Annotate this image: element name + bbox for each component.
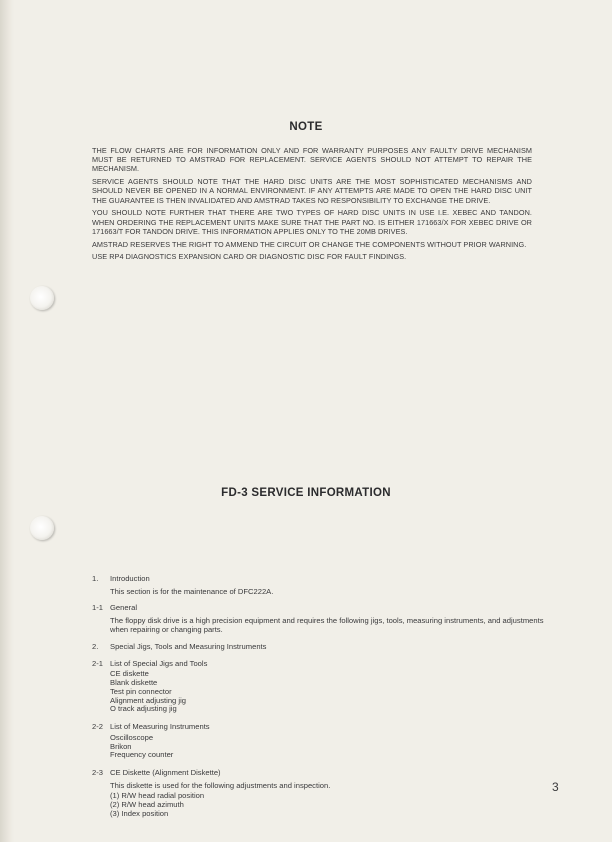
section-heading: List of Special Jigs and Tools — [110, 658, 208, 668]
service-sections — [92, 574, 552, 819]
section-heading: Special Jigs, Tools and Measuring Instruments — [110, 641, 267, 651]
section-heading: List of Measuring Instruments — [110, 722, 210, 732]
list-item: (1) R/W head radial position — [110, 791, 205, 801]
binder-hole-top — [30, 286, 54, 310]
section-body: This section is for the maintenance of DFC222A. — [110, 586, 274, 596]
section-number: 1. — [92, 574, 99, 583]
list-item: Alignment adjusting jig — [110, 695, 186, 705]
note-paragraph: AMSTRAD RESERVES THE RIGHT TO AMMEND THE CIRCUIT OR CHANGE THE COMPONENTS WITHOUT PRIOR WARNING. — [92, 239, 527, 249]
instrument-list — [110, 734, 552, 760]
list-item: O track adjusting jig — [110, 704, 177, 714]
page-number: 3 — [552, 780, 559, 794]
note-paragraph: USE RP4 DIAGNOSTICS EXPANSION CARD OR DIAGNOSTIC DISC FOR FAULT FINDINGS. — [92, 252, 407, 262]
list-item: Blank diskette — [110, 677, 158, 687]
list-item: Test pin connector — [110, 686, 172, 696]
note-paragraph: SERVICE AGENTS SHOULD NOTE THAT THE HARD DISC UNITS ARE THE MOST SOPHISTICATED MECHANISMS AND SHOULD NEVER BE OPENED IN A NORMAL ENVIRONMENT. IF ANY ATTEMPTS ARE MADE TO OPEN THE HARD DISC UNIT THE GUARANTEE IS THEN INVALIDATED AND AMSTRAD TAKES NO RESPONSIBILITY TO EXCHANGE THE DRIVE. — [92, 177, 532, 205]
section-body: This diskette is used for the following adjustments and inspection. — [110, 780, 331, 790]
section-body: The floppy disk drive is a high precision equipment and requires the following jigs, tools, measuring instruments, and adjustments when repairing or changing parts. — [110, 615, 544, 635]
section-heading: General — [110, 603, 138, 613]
section-number: 2-2 — [92, 722, 103, 732]
note-title: NOTE — [289, 121, 323, 133]
list-item: (2) R/W head azimuth — [110, 800, 184, 810]
section-number: 1-1 — [92, 603, 103, 613]
section-heading: CE Diskette (Alignment Diskette) — [110, 768, 221, 778]
section-1 — [92, 574, 552, 596]
list-item: (3) Index position — [110, 808, 169, 818]
jig-list — [110, 670, 552, 714]
binder-hole-bottom — [30, 516, 54, 540]
section-2-2 — [92, 722, 552, 760]
list-item: Brikon — [110, 741, 132, 751]
section-number: 2-1 — [92, 658, 103, 668]
service-title: FD-3 SERVICE INFORMATION — [221, 487, 391, 499]
section-number: 2. — [92, 641, 99, 651]
note-paragraph: YOU SHOULD NOTE FURTHER THAT THERE ARE TWO TYPES OF HARD DISC UNITS IN USE I.E. XEBEC AND TANDON. WHEN ORDERING THE REPLACEMENT UNITS MAKE SURE THAT THE PART NO. IS EITHER 171663/X FOR XEBEC DRIVE OR 171663/T FOR TANDON DRIVE. THIS INFORMATION APPLIES ONLY TO THE 20MB DRIVES. — [92, 208, 532, 236]
adjustment-list — [110, 792, 552, 818]
section-2-1 — [92, 659, 552, 715]
list-item: CE diskette — [110, 669, 149, 679]
list-item: Oscilloscope — [110, 732, 154, 742]
note-paragraph: THE FLOW CHARTS ARE FOR INFORMATION ONLY AND FOR WARRANTY PURPOSES ANY FAULTY DRIVE MECHANISM MUST BE RETURNED TO AMSTRAD FOR REPLACEMENT. SERVICE AGENTS SHOULD NOT ATTEMPT TO REPAIR THE MECHANISM. — [92, 146, 532, 174]
section-2 — [92, 642, 552, 652]
note-body — [92, 146, 532, 265]
section-heading: Introduction — [110, 574, 150, 583]
section-1-1 — [92, 603, 552, 635]
list-item: Frequency counter — [110, 750, 174, 760]
section-number: 2-3 — [92, 768, 103, 778]
section-2-3 — [92, 768, 552, 819]
